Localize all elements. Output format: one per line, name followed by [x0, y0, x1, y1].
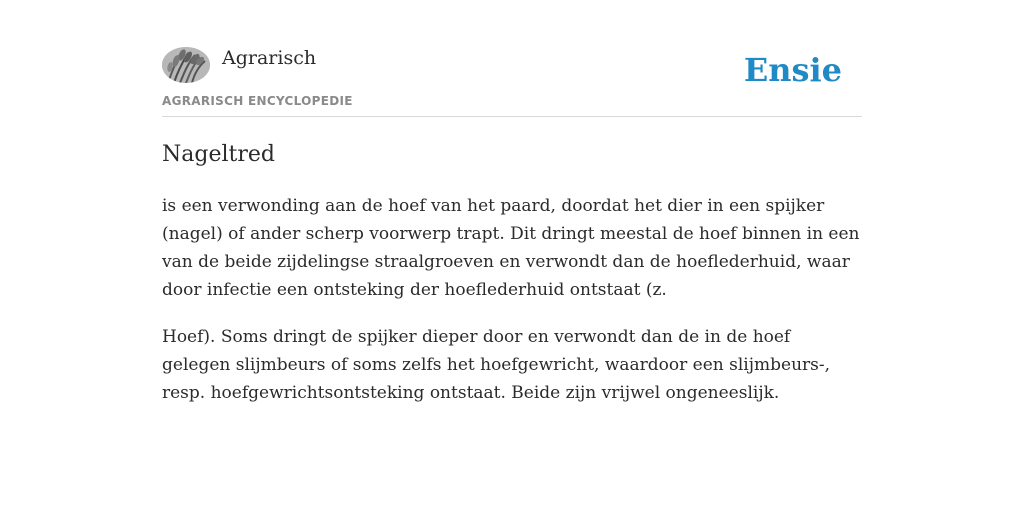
- page-title: Nageltred: [162, 142, 275, 167]
- source-subtitle[interactable]: AGRARISCH ENCYCLOPEDIE: [162, 94, 353, 108]
- ensie-logo-link[interactable]: Ensie: [743, 51, 842, 89]
- source-avatar[interactable]: [162, 47, 210, 83]
- wheat-icon: [162, 47, 210, 83]
- article-paragraph: Hoef). Soms dringt de spijker dieper door en verwondt dan de in de hoef gelegen slijmbeurs of soms zelfs het hoefgewricht, waardoor een slijmbeurs-, resp. hoefgewrichtsontsteking ontstaat. Beide zijn vrijwel ongeneeslijk.: [162, 327, 831, 403]
- article-paragraph: is een verwonding aan de hoef van het paard, doordat het dier in een spijker (nagel) of ander scherp voorwerp trapt. Dit dringt meestal de hoef binnen in een van de beide zijdelingse straalgroeven en verwondt dan de hoeflederhuid, waar door infectie een ontsteking der hoeflederhuid ontstaat (z.: [162, 196, 860, 300]
- source-name[interactable]: Agrarisch: [222, 47, 317, 69]
- header: [162, 44, 862, 117]
- article-body: [162, 192, 862, 426]
